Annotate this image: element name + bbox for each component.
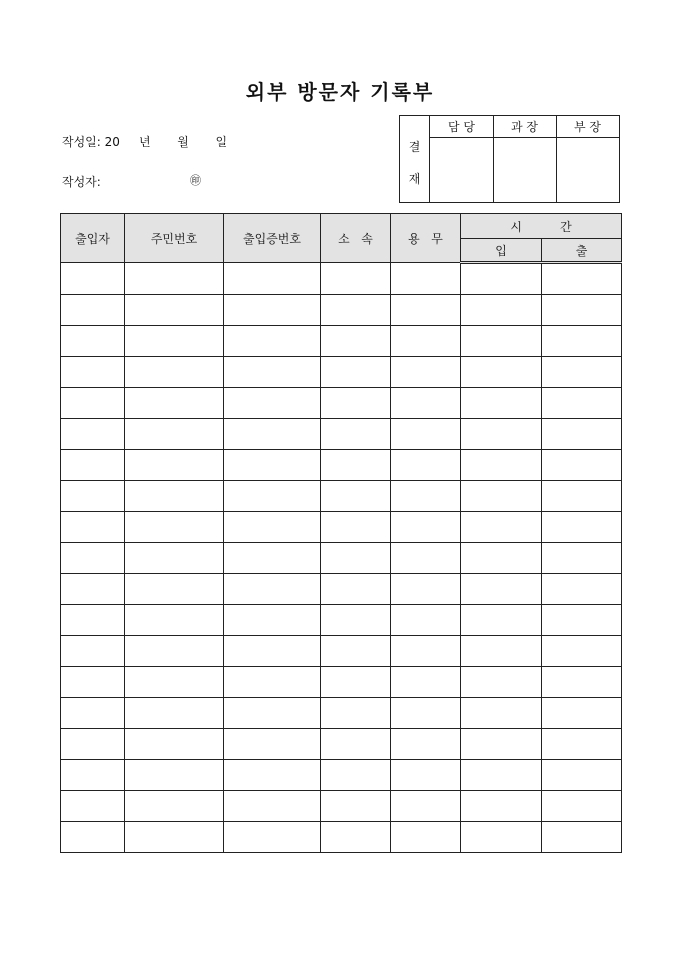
cell-id-number[interactable]	[125, 760, 224, 791]
approval-divider	[556, 116, 557, 202]
cell-affiliation[interactable]	[321, 760, 391, 791]
cell-purpose[interactable]	[391, 822, 461, 853]
cell-time-in[interactable]	[461, 729, 542, 760]
cell-pass-number[interactable]	[224, 729, 321, 760]
cell-pass-number[interactable]	[224, 698, 321, 729]
approval-label-column	[400, 116, 430, 202]
cell-id-number[interactable]	[125, 667, 224, 698]
cell-affiliation[interactable]	[321, 636, 391, 667]
table-row	[61, 698, 622, 729]
cell-visitor[interactable]	[61, 760, 125, 791]
cell-purpose[interactable]	[391, 263, 461, 295]
cell-visitor[interactable]	[61, 512, 125, 543]
cell-time-in[interactable]	[461, 574, 542, 605]
cell-purpose[interactable]	[391, 295, 461, 326]
cell-pass-number[interactable]	[224, 263, 321, 295]
approval-role-section-chief: 과 장	[493, 116, 556, 138]
cell-time-out[interactable]	[542, 822, 622, 853]
cell-time-in[interactable]	[461, 512, 542, 543]
cell-time-in[interactable]	[461, 357, 542, 388]
cell-pass-number[interactable]	[224, 388, 321, 419]
cell-pass-number[interactable]	[224, 326, 321, 357]
cell-visitor[interactable]	[61, 636, 125, 667]
cell-time-in[interactable]	[461, 388, 542, 419]
cell-affiliation[interactable]	[321, 574, 391, 605]
cell-affiliation[interactable]	[321, 295, 391, 326]
cell-time-out[interactable]	[542, 605, 622, 636]
cell-pass-number[interactable]	[224, 822, 321, 853]
table-row	[61, 605, 622, 636]
cell-time-in[interactable]	[461, 543, 542, 574]
cell-id-number[interactable]	[125, 481, 224, 512]
cell-purpose[interactable]	[391, 729, 461, 760]
cell-visitor[interactable]	[61, 263, 125, 295]
cell-visitor[interactable]	[61, 450, 125, 481]
cell-purpose[interactable]	[391, 605, 461, 636]
approval-role-staff: 담 당	[430, 116, 493, 138]
approval-sign-dept-head[interactable]	[556, 138, 619, 202]
cell-purpose[interactable]	[391, 791, 461, 822]
cell-time-out[interactable]	[542, 667, 622, 698]
table-row	[61, 263, 622, 295]
cell-affiliation[interactable]	[321, 791, 391, 822]
cell-affiliation[interactable]	[321, 543, 391, 574]
cell-pass-number[interactable]	[224, 295, 321, 326]
cell-pass-number[interactable]	[224, 357, 321, 388]
cell-affiliation[interactable]	[321, 450, 391, 481]
cell-time-out[interactable]	[542, 698, 622, 729]
cell-purpose[interactable]	[391, 512, 461, 543]
cell-time-out[interactable]	[542, 729, 622, 760]
cell-affiliation[interactable]	[321, 263, 391, 295]
cell-time-out[interactable]	[542, 512, 622, 543]
table-row	[61, 450, 622, 481]
cell-affiliation[interactable]	[321, 419, 391, 450]
cell-purpose[interactable]	[391, 481, 461, 512]
approval-sign-section-chief[interactable]	[493, 138, 556, 202]
cell-id-number[interactable]	[125, 295, 224, 326]
cell-id-number[interactable]	[125, 729, 224, 760]
cell-pass-number[interactable]	[224, 543, 321, 574]
header-time-out: 출	[542, 239, 622, 263]
cell-time-out[interactable]	[542, 450, 622, 481]
cell-pass-number[interactable]	[224, 450, 321, 481]
cell-affiliation[interactable]	[321, 357, 391, 388]
cell-time-out[interactable]	[542, 326, 622, 357]
table-row	[61, 481, 622, 512]
cell-purpose[interactable]	[391, 326, 461, 357]
approval-sign-staff[interactable]	[430, 138, 493, 202]
cell-affiliation[interactable]	[321, 326, 391, 357]
cell-time-out[interactable]	[542, 419, 622, 450]
cell-id-number[interactable]	[125, 326, 224, 357]
cell-pass-number[interactable]	[224, 667, 321, 698]
cell-visitor[interactable]	[61, 791, 125, 822]
cell-time-in[interactable]	[461, 791, 542, 822]
cell-purpose[interactable]	[391, 760, 461, 791]
cell-time-in[interactable]	[461, 295, 542, 326]
header-purpose: 용 무	[391, 214, 461, 263]
cell-id-number[interactable]	[125, 791, 224, 822]
table-row	[61, 791, 622, 822]
cell-pass-number[interactable]	[224, 791, 321, 822]
cell-id-number[interactable]	[125, 822, 224, 853]
cell-visitor[interactable]	[61, 667, 125, 698]
cell-pass-number[interactable]	[224, 481, 321, 512]
header-affiliation: 소 속	[321, 214, 391, 263]
cell-time-in[interactable]	[461, 481, 542, 512]
seal-mark: ㊞	[190, 174, 201, 187]
log-body	[61, 263, 622, 853]
table-row	[61, 419, 622, 450]
cell-visitor[interactable]	[61, 822, 125, 853]
cell-purpose[interactable]	[391, 419, 461, 450]
header-visitor: 출입자	[61, 214, 125, 263]
cell-time-in[interactable]	[461, 636, 542, 667]
table-row	[61, 357, 622, 388]
cell-id-number[interactable]	[125, 388, 224, 419]
cell-time-in[interactable]	[461, 450, 542, 481]
cell-time-in[interactable]	[461, 326, 542, 357]
cell-id-number[interactable]	[125, 450, 224, 481]
cell-time-in[interactable]	[461, 822, 542, 853]
header-time-in: 입	[461, 239, 542, 263]
cell-time-out[interactable]	[542, 295, 622, 326]
cell-purpose[interactable]	[391, 698, 461, 729]
cell-time-out[interactable]	[542, 388, 622, 419]
cell-id-number[interactable]	[125, 636, 224, 667]
table-row	[61, 822, 622, 853]
cell-purpose[interactable]	[391, 388, 461, 419]
cell-id-number[interactable]	[125, 574, 224, 605]
table-row	[61, 667, 622, 698]
cell-time-out[interactable]	[542, 760, 622, 791]
cell-id-number[interactable]	[125, 543, 224, 574]
cell-time-in[interactable]	[461, 605, 542, 636]
cell-visitor[interactable]	[61, 295, 125, 326]
cell-time-out[interactable]	[542, 636, 622, 667]
table-row	[61, 388, 622, 419]
table-row	[61, 326, 622, 357]
cell-affiliation[interactable]	[321, 729, 391, 760]
cell-time-out[interactable]	[542, 574, 622, 605]
cell-id-number[interactable]	[125, 512, 224, 543]
cell-id-number[interactable]	[125, 698, 224, 729]
cell-time-in[interactable]	[461, 419, 542, 450]
cell-time-in[interactable]	[461, 667, 542, 698]
document-title: 외부 방문자 기록부	[245, 80, 435, 104]
cell-time-out[interactable]	[542, 791, 622, 822]
table-row	[61, 729, 622, 760]
cell-visitor[interactable]	[61, 605, 125, 636]
cell-affiliation[interactable]	[321, 605, 391, 636]
cell-id-number[interactable]	[125, 605, 224, 636]
cell-time-out[interactable]	[542, 543, 622, 574]
header-pass-number: 출입증번호	[224, 214, 321, 263]
date-field-label: 작성일: 20 년 월 일	[62, 135, 228, 149]
table-row	[61, 512, 622, 543]
cell-purpose[interactable]	[391, 636, 461, 667]
cell-id-number[interactable]	[125, 419, 224, 450]
approval-divider	[493, 116, 494, 202]
cell-pass-number[interactable]	[224, 636, 321, 667]
cell-affiliation[interactable]	[321, 481, 391, 512]
cell-time-in[interactable]	[461, 263, 542, 295]
table-row	[61, 295, 622, 326]
cell-pass-number[interactable]	[224, 419, 321, 450]
table-row	[61, 543, 622, 574]
header-time: 시 간	[461, 214, 622, 239]
cell-visitor[interactable]	[61, 326, 125, 357]
cell-affiliation[interactable]	[321, 698, 391, 729]
cell-pass-number[interactable]	[224, 605, 321, 636]
cell-time-in[interactable]	[461, 698, 542, 729]
cell-visitor[interactable]	[61, 419, 125, 450]
header-id-number: 주민번호	[125, 214, 224, 263]
cell-purpose[interactable]	[391, 543, 461, 574]
table-row	[61, 574, 622, 605]
approval-role-dept-head: 부 장	[556, 116, 619, 138]
cell-visitor[interactable]	[61, 388, 125, 419]
cell-affiliation[interactable]	[321, 822, 391, 853]
cell-visitor[interactable]	[61, 543, 125, 574]
table-row	[61, 636, 622, 667]
cell-purpose[interactable]	[391, 357, 461, 388]
cell-id-number[interactable]	[125, 357, 224, 388]
cell-purpose[interactable]	[391, 450, 461, 481]
cell-id-number[interactable]	[125, 263, 224, 295]
approval-label-top: 결	[408, 140, 421, 154]
cell-visitor[interactable]	[61, 698, 125, 729]
cell-pass-number[interactable]	[224, 574, 321, 605]
cell-time-out[interactable]	[542, 263, 622, 295]
cell-visitor[interactable]	[61, 357, 125, 388]
writer-field-label: 작성자:	[62, 175, 101, 189]
cell-affiliation[interactable]	[321, 388, 391, 419]
cell-time-out[interactable]	[542, 357, 622, 388]
approval-label-bottom: 재	[408, 172, 421, 186]
visitor-log-table	[60, 213, 622, 853]
table-row	[61, 760, 622, 791]
cell-pass-number[interactable]	[224, 760, 321, 791]
cell-purpose[interactable]	[391, 667, 461, 698]
approval-box	[399, 115, 620, 203]
cell-affiliation[interactable]	[321, 667, 391, 698]
cell-visitor[interactable]	[61, 729, 125, 760]
cell-visitor[interactable]	[61, 574, 125, 605]
cell-time-in[interactable]	[461, 760, 542, 791]
cell-time-out[interactable]	[542, 481, 622, 512]
cell-affiliation[interactable]	[321, 512, 391, 543]
cell-visitor[interactable]	[61, 481, 125, 512]
cell-pass-number[interactable]	[224, 512, 321, 543]
cell-purpose[interactable]	[391, 574, 461, 605]
